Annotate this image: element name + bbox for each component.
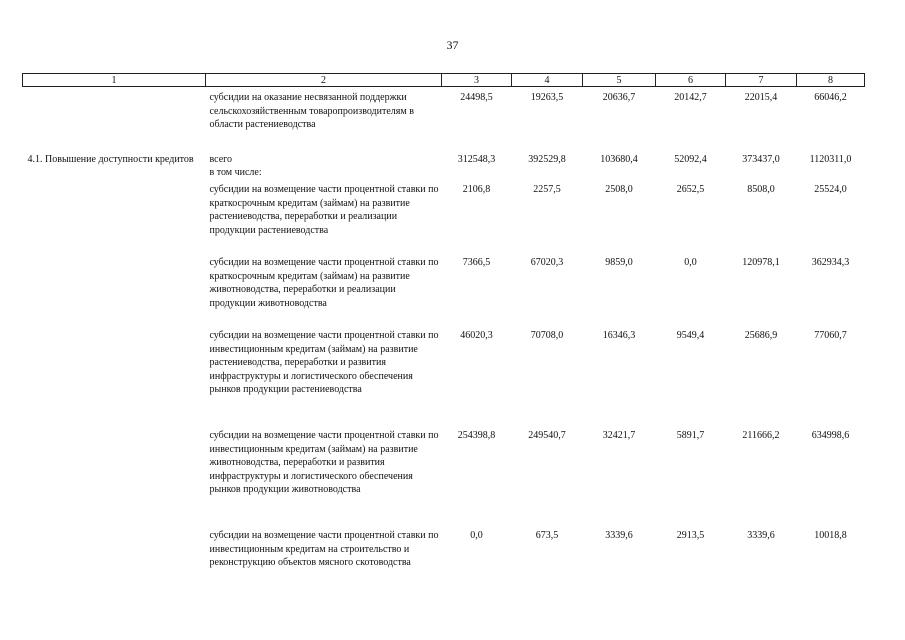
value-cell: 2257,5 xyxy=(533,184,561,196)
column-header: 7 xyxy=(726,74,797,87)
value-cell xyxy=(726,166,797,183)
measure-label xyxy=(23,166,206,183)
value-cell: 66046,2 xyxy=(814,92,847,103)
value-cell: 7366,5 xyxy=(462,257,491,269)
measure-label xyxy=(23,87,206,149)
value-cell xyxy=(442,166,512,183)
value-cell: 2508,0 xyxy=(605,184,633,196)
value-cell: 32421,7 xyxy=(602,430,636,442)
row-description: в том числе: xyxy=(209,167,262,179)
row-description: субсидии на возмещение части процентной ставки по краткосрочным кредитам (займам) на развитие животноводства, переработки и реализации продукции животноводства xyxy=(209,257,439,309)
value-cell: 8508,0 xyxy=(747,184,775,196)
column-header: 4 xyxy=(512,74,583,87)
row-description: всего xyxy=(209,153,233,165)
value-cell: 22015,4 xyxy=(744,92,778,103)
value-cell: 70708,0 xyxy=(530,330,564,342)
value-cell: 3339,6 xyxy=(747,530,775,542)
column-header: 2 xyxy=(206,74,442,87)
measure-label xyxy=(23,429,206,529)
value-cell: 9549,4 xyxy=(676,330,705,342)
value-cell: 16346,3 xyxy=(602,330,636,342)
value-cell: 211666,2 xyxy=(742,430,780,442)
table-row xyxy=(23,87,865,149)
table-row xyxy=(23,256,865,329)
value-cell: 373437,0 xyxy=(742,153,780,165)
column-header: 5 xyxy=(583,74,656,87)
column-number-row xyxy=(23,74,865,87)
budget-table xyxy=(22,73,865,602)
row-description: субсидии на оказание несвязанной поддержки сельскохозяйственным товаропроизводителям в области растениеводства xyxy=(209,92,414,131)
value-cell: 249540,7 xyxy=(528,430,566,442)
value-cell: 20142,7 xyxy=(674,92,707,103)
value-cell: 25524,0 xyxy=(814,184,847,196)
value-cell xyxy=(797,166,865,183)
value-cell: 2913,5 xyxy=(676,530,705,542)
table-row xyxy=(23,149,865,167)
value-cell xyxy=(512,166,583,183)
value-cell xyxy=(656,166,726,183)
value-cell: 19263,5 xyxy=(530,92,564,103)
value-cell: 3339,6 xyxy=(605,530,633,542)
value-cell: 67020,3 xyxy=(530,257,564,269)
value-cell: 1120311,0 xyxy=(809,153,852,165)
value-cell: 312548,3 xyxy=(457,153,496,165)
value-cell: 24498,5 xyxy=(460,92,493,103)
measure-label: 4.1. Повышение доступности кредитов xyxy=(27,153,194,165)
table-row xyxy=(23,529,865,602)
value-cell: 673,5 xyxy=(535,530,559,542)
value-cell: 2652,5 xyxy=(676,184,705,196)
value-cell xyxy=(583,166,656,183)
table-row xyxy=(23,329,865,429)
measure-label xyxy=(23,529,206,602)
value-cell: 25686,9 xyxy=(744,330,778,342)
page-number: 37 xyxy=(446,38,459,52)
value-cell: 2106,8 xyxy=(462,184,491,196)
value-cell: 362934,3 xyxy=(811,257,850,269)
row-description: субсидии на возмещение части процентной ставки по инвестиционным кредитам (займам) на развитие животноводства, переработки и развития инфраструктуры и логистического обеспечения рынков продукции животноводства xyxy=(209,430,439,496)
value-cell: 77060,7 xyxy=(814,330,847,342)
table-row xyxy=(23,429,865,529)
value-cell: 103680,4 xyxy=(600,153,638,165)
value-cell: 9859,0 xyxy=(605,257,633,269)
value-cell: 254398,8 xyxy=(457,430,496,442)
value-cell: 10018,8 xyxy=(814,530,847,542)
table-row xyxy=(23,166,865,183)
value-cell: 52092,4 xyxy=(674,153,707,165)
value-cell: 0,0 xyxy=(470,530,483,542)
row-description: субсидии на возмещение части процентной ставки по краткосрочным кредитам (займам) на развитие растениеводства, переработки и реализации продукции растениеводства xyxy=(209,184,439,236)
column-header: 1 xyxy=(23,74,206,87)
row-description: субсидии на возмещение части процентной ставки по инвестиционным кредитам (займам) на развитие растениеводства, переработки и развития инфраструктуры и логистического обеспечения рынков продукции растениеводства xyxy=(209,330,439,396)
value-cell: 120978,1 xyxy=(742,257,780,269)
column-header: 8 xyxy=(797,74,865,87)
value-cell: 634998,6 xyxy=(811,430,850,442)
measure-label xyxy=(23,329,206,429)
column-header: 6 xyxy=(656,74,726,87)
table-row xyxy=(23,183,865,256)
row-description: субсидии на возмещение части процентной ставки по инвестиционным кредитам на строительство и реконструкцию объектов мясного скотоводства xyxy=(209,530,439,569)
value-cell: 46020,3 xyxy=(460,330,493,342)
value-cell: 5891,7 xyxy=(676,430,705,442)
column-header: 3 xyxy=(442,74,512,87)
measure-label xyxy=(23,183,206,256)
measure-label xyxy=(23,256,206,329)
value-cell: 392529,8 xyxy=(528,153,566,165)
value-cell: 20636,7 xyxy=(602,92,636,103)
value-cell: 0,0 xyxy=(684,257,697,269)
